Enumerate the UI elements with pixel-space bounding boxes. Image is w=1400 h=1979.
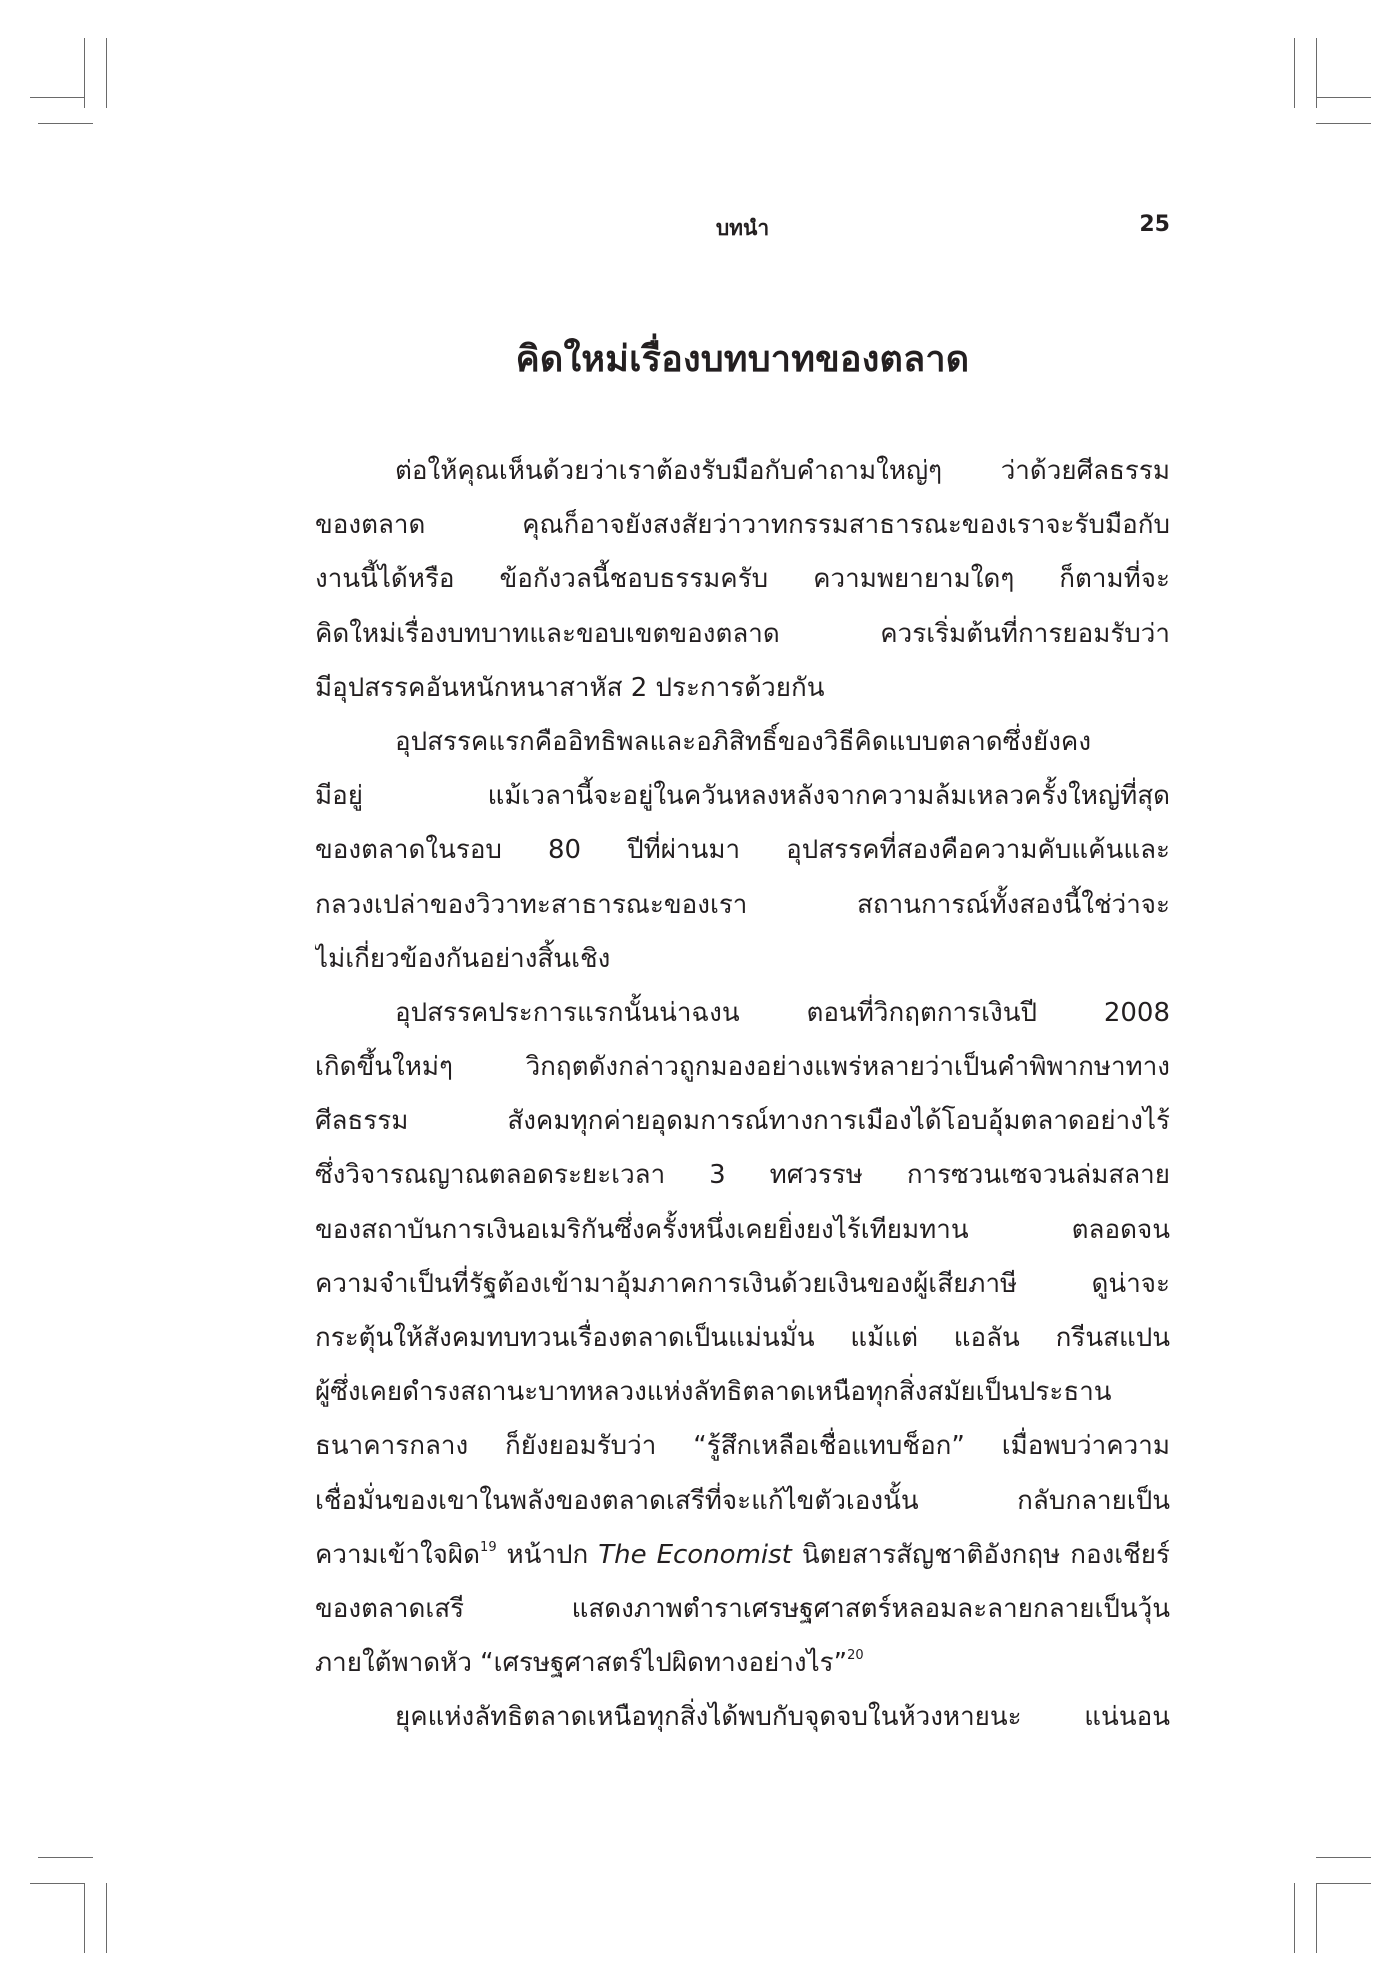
text-line: ของสถาบันการเงินอเมริกันซึ่งครั้งหนึ่งเคยยิ่งยงไร้เทียมทาน ตลอดจน	[315, 1214, 1170, 1245]
text-line: กระตุ้นให้สังคมทบทวนเรื่องตลาดเป็นแม่นมั่น แม้แต่ แอลัน กรีนสแปน	[315, 1323, 1170, 1353]
page-number: 25	[1139, 212, 1170, 237]
crop-mark	[30, 1883, 85, 1884]
text-line: มีอยู่ แม้เวลานี้จะอยู่ในควันหลงหลังจากความล้มเหลวครั้งใหญ่ที่สุด	[315, 781, 1170, 812]
crop-mark	[1316, 1857, 1371, 1858]
text-line: ความจำเป็นที่รัฐต้องเข้ามาอุ้มภาคการเงินด้วยเงินของผู้เสียภาษี ดูน่าจะ	[315, 1268, 1170, 1299]
crop-mark	[1316, 123, 1371, 124]
text-line: ไม่เกี่ยวข้องกันอย่างสิ้นเชิง	[315, 943, 611, 974]
text-line: ยุคแห่งลัทธิตลาดเหนือทุกสิ่งได้พบกับจุดจบในห้วงหายนะ แน่นอน	[395, 1702, 1170, 1733]
footnote-ref-19: 19	[480, 1539, 497, 1555]
text-line: อุปสรรคประการแรกนั้นน่าฉงน ตอนที่วิกฤตการเงินปี 2008	[395, 997, 1170, 1028]
text-line	[315, 1636, 1170, 1690]
text-fragment: หน้าปก	[496, 1539, 599, 1570]
crop-mark	[106, 38, 107, 108]
text-line: ซึ่งวิจารณญาณตลอดระยะเวลา 3 ทศวรรษ การซวนเซจวนล่มสลาย	[315, 1160, 1170, 1191]
body-text	[315, 444, 1170, 1745]
crop-mark	[1316, 97, 1371, 98]
crop-mark	[1294, 1883, 1295, 1953]
text-line: เกิดขึ้นใหม่ๆ วิกฤตดังกล่าวถูกมองอย่างแพร่หลายว่าเป็นคำพิพากษาทาง	[315, 1052, 1170, 1083]
crop-mark	[38, 1857, 93, 1858]
text-line: เชื่อมั่นของเขาในพลังของตลาดเสรีที่จะแก้ไขตัวเองนั้น กลับกลายเป็น	[315, 1485, 1170, 1516]
text-line: คิดใหม่เรื่องบทบาทและขอบเขตของตลาด ควรเริ่มต้นที่การยอมรับว่า	[315, 618, 1170, 649]
text-fragment: ภายใต้พาดหัว “เศรษฐศาสตร์ไปผิดทางอย่างไร”	[315, 1648, 848, 1679]
text-line: งานนี้ได้หรือ ข้อกังวลนี้ชอบธรรมครับ ความพยายามใดๆ ก็ตามที่จะ	[315, 564, 1170, 595]
crop-mark	[1294, 38, 1295, 108]
footnote-ref-20: 20	[847, 1648, 864, 1664]
text-line: ธนาคารกลาง ก็ยังยอมรับว่า “รู้สึกเหลือเชื่อแทบช็อก” เมื่อพบว่าความ	[315, 1431, 1170, 1462]
text-line: ผู้ซึ่งเคยดำรงสถานะบาทหลวงแห่งลัทธิตลาดเหนือทุกสิ่งสมัยเป็นประธาน	[315, 1377, 1112, 1408]
text-line: ของตลาดในรอบ 80 ปีที่ผ่านมา อุปสรรคที่สองคือความคับแค้นและ	[315, 835, 1170, 866]
section-heading: คิดใหม่เรื่องบทบาทของตลาด	[515, 339, 970, 380]
magazine-title: The Economist	[598, 1539, 792, 1570]
text-line: ต่อให้คุณเห็นด้วยว่าเราต้องรับมือกับคำถามใหญ่ๆ ว่าด้วยศีลธรรม	[395, 456, 1170, 486]
running-head	[315, 212, 1170, 248]
text-line: มีอุปสรรคอันหนักหนาสาหัส 2 ประการด้วยกัน	[315, 672, 825, 703]
crop-mark	[106, 1883, 107, 1953]
running-title: บทนำ	[715, 216, 770, 240]
crop-mark	[1316, 1883, 1371, 1884]
crop-mark	[30, 97, 85, 98]
crop-mark	[38, 123, 93, 124]
text-line: ศีลธรรม สังคมทุกค่ายอุดมการณ์ทางการเมืองได้โอบอุ้มตลาดอย่างไร้	[315, 1106, 1170, 1137]
text-line: ของตลาด คุณก็อาจยังสงสัยว่าวาทกรรมสาธารณะของเราจะรับมือกับ	[315, 510, 1170, 541]
crop-mark	[1316, 1883, 1317, 1953]
text-line: ของตลาดเสรี แสดงภาพตำราเศรษฐศาสตร์หลอมละลายกลายเป็นวุ้น	[315, 1593, 1170, 1624]
text-fragment: ความเข้าใจผิด	[315, 1539, 481, 1570]
crop-mark	[84, 1883, 85, 1953]
text-fragment: นิตยสารสัญชาติอังกฤษ กองเชียร์	[791, 1539, 1170, 1570]
text-line: อุปสรรคแรกคืออิทธิพลและอภิสิทธิ์ของวิธีคิดแบบตลาดซึ่งยังคง	[395, 726, 1092, 757]
text-line: กลวงเปล่าของวิวาทะสาธารณะของเรา สถานการณ์ทั้งสองนี้ใช่ว่าจะ	[315, 889, 1170, 920]
text-line	[315, 1528, 1170, 1582]
